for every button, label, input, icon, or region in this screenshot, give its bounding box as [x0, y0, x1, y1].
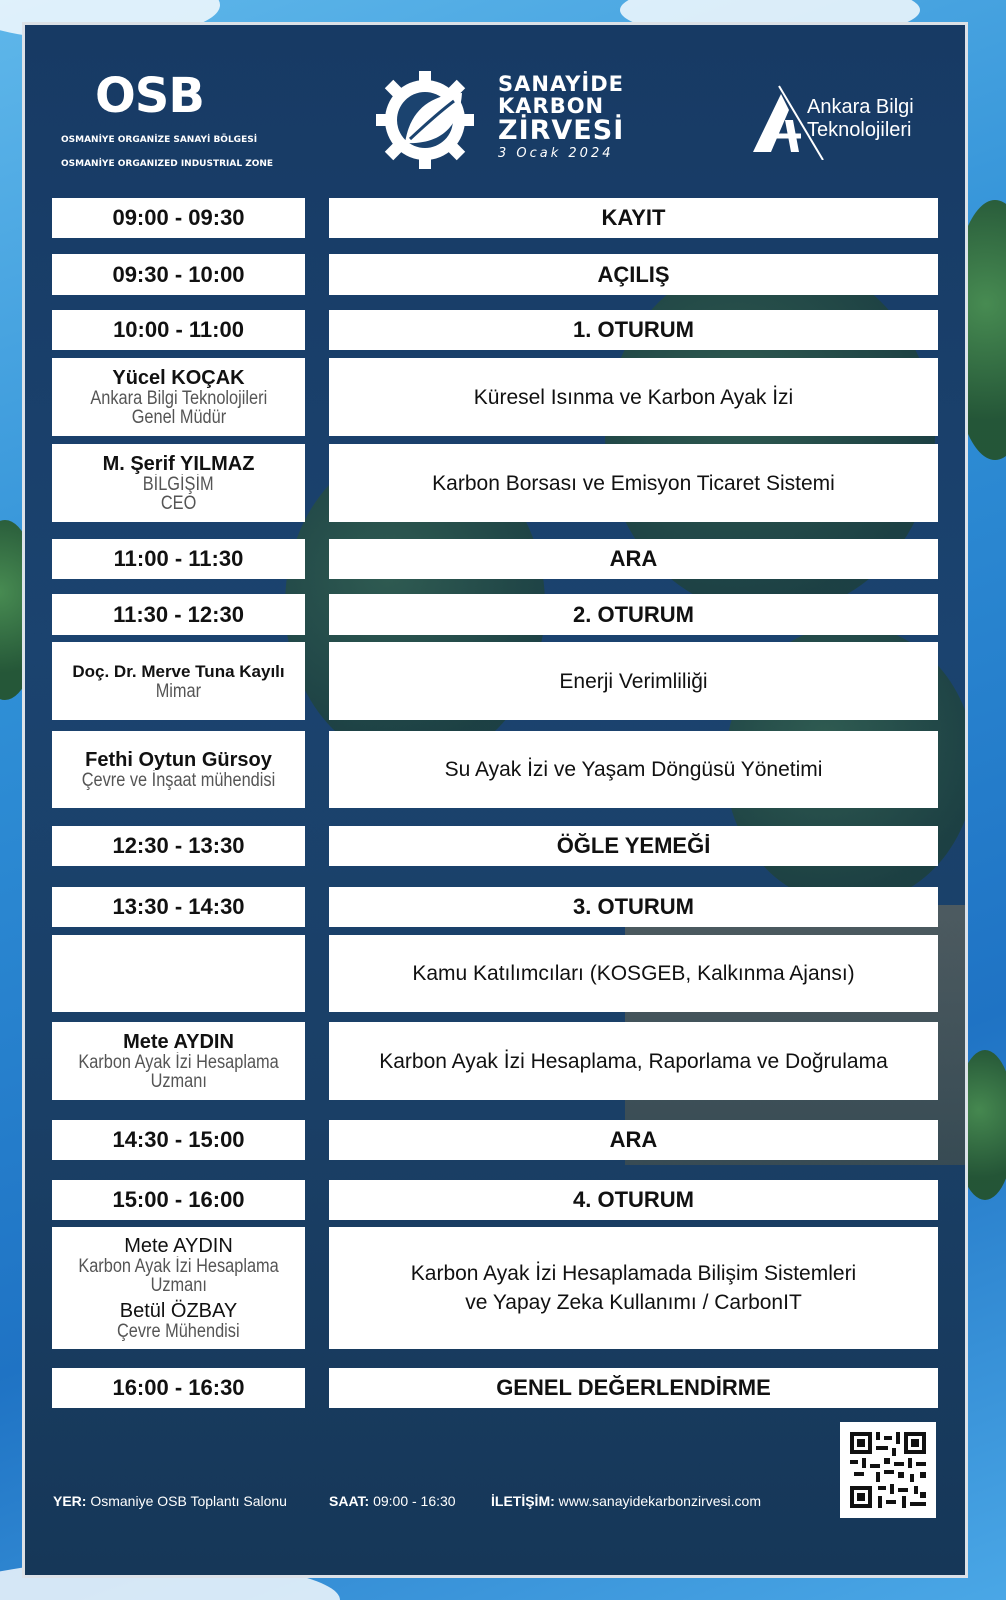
- summit-title: [498, 73, 624, 161]
- topic-label: Karbon Borsası ve Emisyon Ticaret Sistemi: [432, 471, 835, 495]
- speaker-name: Yücel KOÇAK: [112, 366, 245, 389]
- event-cell: [329, 1120, 938, 1160]
- summit-logo: [370, 65, 630, 185]
- topic-cell: [329, 1022, 938, 1100]
- speaker-cell: [52, 1227, 305, 1349]
- topic-label: Kamu Katılımcıları (KOSGEB, Kalkınma Ajansı): [412, 962, 855, 985]
- footer-time: [329, 1493, 456, 1509]
- event-cell: [329, 887, 938, 927]
- topic-label: Karbon Ayak İzi Hesaplamada Bilişim Sistemleri: [410, 1262, 857, 1285]
- topic-cell: [329, 1227, 938, 1349]
- qr-code-icon[interactable]: [840, 1422, 936, 1518]
- topic-label: Karbon Ayak İzi Hesaplama, Raporlama ve Doğrulama: [379, 1049, 888, 1073]
- speaker-cell: [52, 1022, 305, 1100]
- time-cell: [52, 826, 305, 866]
- summit-title-line2: KARBON: [498, 94, 605, 118]
- time-label: 11:30 - 12:30: [113, 601, 244, 627]
- event-label: 1. OTURUM: [573, 317, 694, 342]
- topic-cell: [329, 731, 938, 808]
- event-label: GENEL DEĞERLENDİRME: [496, 1375, 771, 1400]
- osb-logo-text: OSB: [95, 68, 204, 124]
- osb-subtitle-tr: OSMANİYE ORGANİZE SANAYİ BÖLGESİ: [61, 135, 258, 145]
- time-label: 13:30 - 14:30: [112, 894, 245, 919]
- speaker-role: Mimar: [155, 681, 202, 702]
- event-cell: [329, 594, 938, 635]
- speaker-role: Uzmanı: [150, 1070, 207, 1092]
- speaker-role: Karbon Ayak İzi Hesaplama: [78, 1051, 279, 1073]
- time-label: SAAT:: [329, 1493, 370, 1509]
- time-cell: [52, 887, 305, 927]
- osb-logo: [61, 70, 281, 170]
- topic-cell: [329, 444, 938, 522]
- speaker-cell-empty: [52, 935, 305, 1012]
- topic-cell: [329, 935, 938, 1012]
- speaker-name: Mete AYDIN: [124, 1234, 233, 1257]
- speaker-name: M. Şerif YILMAZ: [102, 452, 255, 475]
- summit-date: 3 Ocak 2024: [498, 146, 614, 161]
- time-cell: [52, 1180, 305, 1220]
- abt-name-line1: Ankara Bilgi: [807, 96, 914, 118]
- time-label: 10:00 - 11:00: [113, 317, 244, 342]
- topic-cell: [329, 358, 938, 436]
- gear-leaf-icon: [370, 65, 480, 175]
- location-value: Osmaniye OSB Toplantı Salonu: [90, 1493, 287, 1509]
- speaker-cell: [52, 358, 305, 436]
- speaker-role: Çevre Mühendisi: [117, 1320, 240, 1342]
- qr-code-graphic: [840, 1422, 936, 1518]
- footer-contact: [491, 1493, 761, 1509]
- event-label: ÖĞLE YEMEĞİ: [556, 833, 711, 858]
- speaker-name: Betül ÖZBAY: [119, 1299, 238, 1322]
- event-label: KAYIT: [601, 205, 666, 230]
- speaker-name: Mete AYDIN: [123, 1030, 234, 1053]
- time-cell: [52, 539, 305, 579]
- location-label: YER:: [53, 1493, 87, 1509]
- contact-url[interactable]: www.sanayidekarbonzirvesi.com: [558, 1493, 761, 1509]
- agenda-poster: [22, 22, 968, 1578]
- time-cell: [52, 310, 305, 350]
- footer-location: [53, 1493, 287, 1509]
- event-label: ARA: [609, 546, 658, 571]
- event-cell: [329, 826, 938, 866]
- speaker-role: CEO: [160, 492, 197, 514]
- event-label: 2. OTURUM: [573, 601, 694, 627]
- topic-label: ve Yapay Zeka Kullanımı / CarbonIT: [465, 1291, 802, 1314]
- event-cell: [329, 254, 938, 295]
- time-cell: [52, 254, 305, 295]
- time-cell: [52, 594, 305, 635]
- topic-label: Enerji Verimliliği: [559, 669, 708, 693]
- abt-name: [807, 96, 914, 142]
- time-label: 09:30 - 10:00: [112, 261, 245, 287]
- speaker-cell: [52, 731, 305, 808]
- time-label: 09:00 - 09:30: [112, 205, 245, 230]
- topic-cell: [329, 642, 938, 720]
- abt-name-line2: Teknolojileri: [807, 119, 912, 141]
- time-label: 12:30 - 13:30: [112, 833, 245, 858]
- event-label: ARA: [609, 1127, 658, 1152]
- speaker-role: Ankara Bilgi Teknolojileri: [90, 387, 267, 409]
- speaker-role: Karbon Ayak İzi Hesaplama: [78, 1255, 279, 1277]
- time-label: 16:00 - 16:30: [112, 1375, 245, 1400]
- speaker-role: BİLGİŞİM: [143, 473, 214, 495]
- speaker-role: Genel Müdür: [131, 406, 226, 428]
- topic-label: Küresel Isınma ve Karbon Ayak İzi: [473, 385, 794, 409]
- summit-title-line1: SANAYİDE: [498, 72, 624, 96]
- speaker-role: Çevre ve İnşaat mühendisi: [81, 769, 276, 791]
- osb-subtitle-en: OSMANİYE ORGANIZED INDUSTRIAL ZONE: [61, 159, 274, 169]
- event-cell: [329, 539, 938, 579]
- event-cell: [329, 198, 938, 238]
- event-label: 3. OTURUM: [573, 894, 694, 919]
- topic-label: Su Ayak İzi ve Yaşam Döngüsü Yönetimi: [444, 758, 823, 781]
- header: [25, 25, 965, 205]
- time-label: 15:00 - 16:00: [112, 1187, 245, 1212]
- speaker-cell: [52, 444, 305, 522]
- time-cell: [52, 198, 305, 238]
- event-label: AÇILIŞ: [597, 261, 670, 287]
- speaker-name: Doç. Dr. Merve Tuna Kayılı: [72, 662, 285, 681]
- contact-label: İLETİŞİM:: [491, 1493, 555, 1509]
- time-cell: [52, 1368, 305, 1408]
- time-cell: [52, 1120, 305, 1160]
- event-cell: [329, 1368, 938, 1408]
- time-label: 11:00 - 11:30: [113, 546, 244, 571]
- time-value: 09:00 - 16:30: [373, 1493, 456, 1509]
- speaker-role: Uzmanı: [150, 1274, 207, 1296]
- time-label: 14:30 - 15:00: [112, 1127, 245, 1152]
- event-cell: [329, 310, 938, 350]
- speaker-cell: [52, 642, 305, 720]
- event-label: 4. OTURUM: [573, 1187, 694, 1212]
- speaker-name: Fethi Oytun Gürsoy: [85, 748, 272, 771]
- summit-title-line3: ZİRVESİ: [498, 115, 625, 146]
- abt-logo: [749, 80, 949, 160]
- event-cell: [329, 1180, 938, 1220]
